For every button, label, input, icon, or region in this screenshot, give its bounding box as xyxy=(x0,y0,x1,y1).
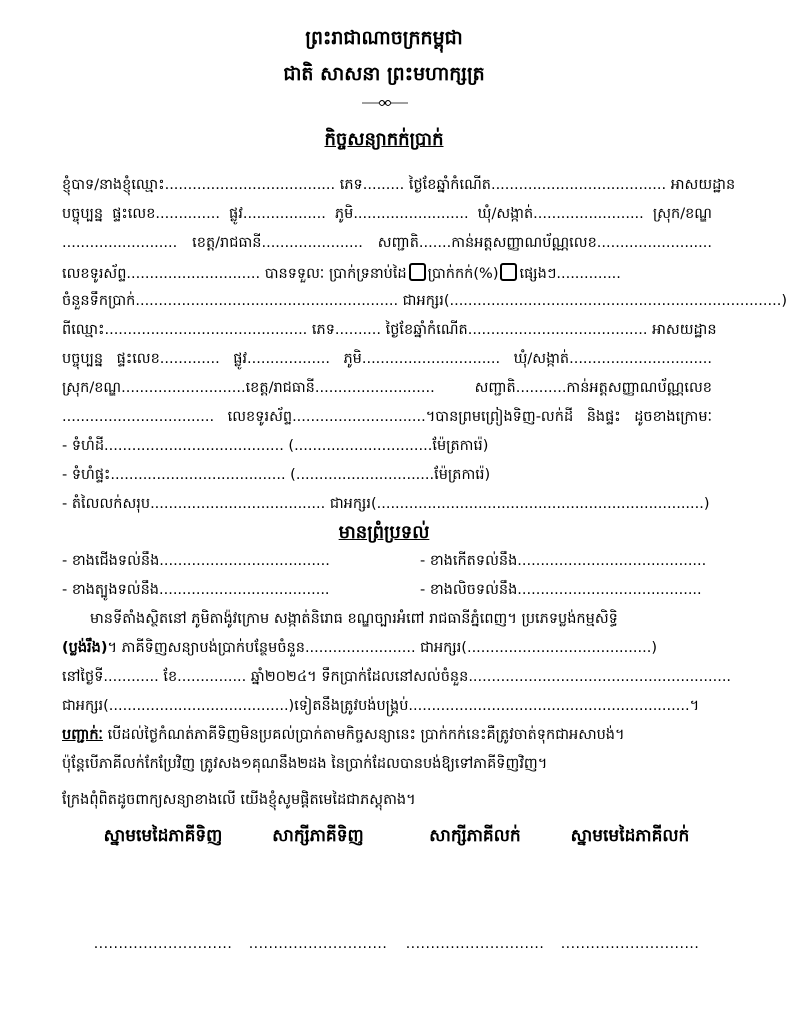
closing-statement: ក្រែងពុំពិតដូចពាក្យសន្យាខាងលើ យើងខ្ញុំសូមផ្តិតមេដៃជាភស្តុតាង។ xyxy=(62,792,416,808)
note-label: បញ្ជាក់ៈ xyxy=(62,727,103,743)
seller-line-3: ......................... ខេត្ត/រាជធានី...................... សញ្ជាតិ.......កាន់អត្តសញ្ញាណប័ណ្ណលេខ......................... xyxy=(62,235,712,251)
other-label: ផ្សេងៗ.............. xyxy=(519,266,621,282)
location-line-2 xyxy=(62,639,712,660)
kingdom-heading: ព្រះរាជាណាចក្រកម្ពុជា xyxy=(305,27,463,49)
sig-line-buyer-witness[interactable]: ............................ xyxy=(248,936,388,952)
sig-label-seller-thumb: ស្នាមមេដៃភាគីលក់ xyxy=(570,826,690,846)
boundaries-title: មានព្រំប្រទល់ xyxy=(338,522,430,543)
sig-label-buyer-witness: សាក្សីភាគីទិញ xyxy=(272,826,364,846)
boundary-east: - ខាងកើតទល់នឹង......................................... xyxy=(420,553,707,569)
land-size-line: - ទំហំដី....................................... (..............................ម៉ែត្រការ៉េ) xyxy=(62,438,489,454)
additional-payment-text: ។ ភាគីទិញសន្យាបង់ប្រាក់បន្ថែមចំនួន........................ ជាអក្សរ(........................................) xyxy=(107,640,657,656)
boundary-south: - ខាងត្បូងទល់នឹង..................................... xyxy=(62,582,330,598)
location-line-1: មានទីតាំងស្ថិតនៅ ភូមិតាង៉ូវក្រោម សង្កាត់និរោធ ខណ្ឌច្បារអំពៅ រាជធានីភ្នំពេញ។ ប្រភេទប្លង់កម្មសិទ្ធិ xyxy=(90,611,618,627)
boundary-north: - ខាងជើងទល់នឹង..................................... xyxy=(62,553,330,569)
seller-line-5: ចំនួនទឹកប្រាក់......................................................... ជាអក្សរ(........................................................................) xyxy=(62,293,787,309)
boundary-west: - ខាងលិចទល់នឹង........................................ xyxy=(420,582,702,598)
contract-title: កិច្ចសន្យាកក់ប្រាក់ xyxy=(324,129,444,150)
buyer-line-3: ស្រុក/ខណ្ឌ...........................ខេត្ត/រាជធានី.......................... សញ្ជាតិ...........កាន់អត្តសញ្ញាណប័ណ្ណលេខ xyxy=(62,380,712,396)
note-line-2: ប៉ុន្តែបើភាគីលក់កែប្រែវិញ ត្រូវសង១គុណនឹង២ដង នៃប្រាក់ដែលបានបង់ឱ្យទៅភាគីទិញវិញ។ xyxy=(62,756,548,772)
received-label: លេខទូរស័ព្ទ............................. បានទទួលៈ ប្រាក់ទ្រនាប់ដៃ xyxy=(62,266,407,282)
location-line-4: ជាអក្សរ(.......................................)ទៀតនឹងត្រូវបង់បង្គ្រប់.............................................................។ xyxy=(62,698,700,714)
buyer-line-2: បច្ចុប្បន្ន ផ្ទះលេខ............. ផ្លូវ.................. ភូមិ.............................. ឃុំ/សង្កាត់............................... xyxy=(62,351,712,367)
checkbox-deposit-icon[interactable] xyxy=(409,263,426,281)
deposit-percent-label: ប្រាក់កក់(%) xyxy=(427,266,499,282)
note-text-1: បើដល់ថ្ងៃកំណត់ភាគីទិញមិនប្រគល់ប្រាក់តាមកិច្ចសន្យានេះ ប្រាក់កក់នេះគឺត្រូវចាត់ទុកជាអសាបង់។ xyxy=(107,727,625,743)
sig-line-seller-thumb[interactable]: ............................ xyxy=(560,936,700,952)
sig-label-buyer-thumb: ស្នាមមេដៃភាគីទិញ xyxy=(103,826,223,846)
hard-title-label: (ប្លង់រឹង) xyxy=(62,640,108,656)
note-line-1 xyxy=(62,726,712,747)
location-line-3: នៅថ្ងៃទី............ ខែ............... ឆ្នាំ២០២៤។ ទឹកប្រាក់ដែលនៅសល់ចំនួន......................................................... xyxy=(62,669,732,685)
sig-line-seller-witness[interactable]: ............................ xyxy=(405,936,545,952)
house-size-line: - ទំហំផ្ទះ...................................... (..............................ម៉ែត្រការ៉េ) xyxy=(62,467,491,483)
sig-line-buyer-thumb[interactable]: ............................ xyxy=(93,936,233,952)
total-price-line: - តំលៃលក់សរុប...................................... ជាអក្សរ(.......................................................................) xyxy=(62,496,710,512)
motto-heading: ជាតិ សាសនា ព្រះមហាក្សត្រ xyxy=(283,63,485,85)
ornament-divider-icon xyxy=(362,96,408,110)
seller-line-2: បច្ចុប្បន្ន ផ្ទះលេខ.............. ផ្លូវ.................. ភូមិ......................... ឃុំ/សង្កាត់........................ ស្រុក/ខណ្ឌ xyxy=(62,206,712,222)
sig-label-seller-witness: សាក្សីភាគីលក់ xyxy=(429,826,521,846)
buyer-line-4: ................................. លេខទូរស័ព្ទ.............................។បានព្រមព្រៀងទិញ-លក់ដី និងផ្ទះ ដូចខាងក្រោមៈ xyxy=(62,409,712,425)
buyer-line-1: ពីឈ្មោះ............................................ ភេទ.......... ថ្ងៃខែឆ្នាំកំណើត....................................... អាសយដ្ឋាន xyxy=(62,322,717,338)
checkbox-other-icon[interactable] xyxy=(500,263,517,281)
seller-line-4 xyxy=(62,263,712,286)
seller-line-1: ខ្ញុំបាទ/នាងខ្ញុំឈ្មោះ..................................... ភេទ......... ថ្ងៃខែឆ្នាំកំណើត...................................... អាសយដ្ឋាន xyxy=(62,177,736,193)
